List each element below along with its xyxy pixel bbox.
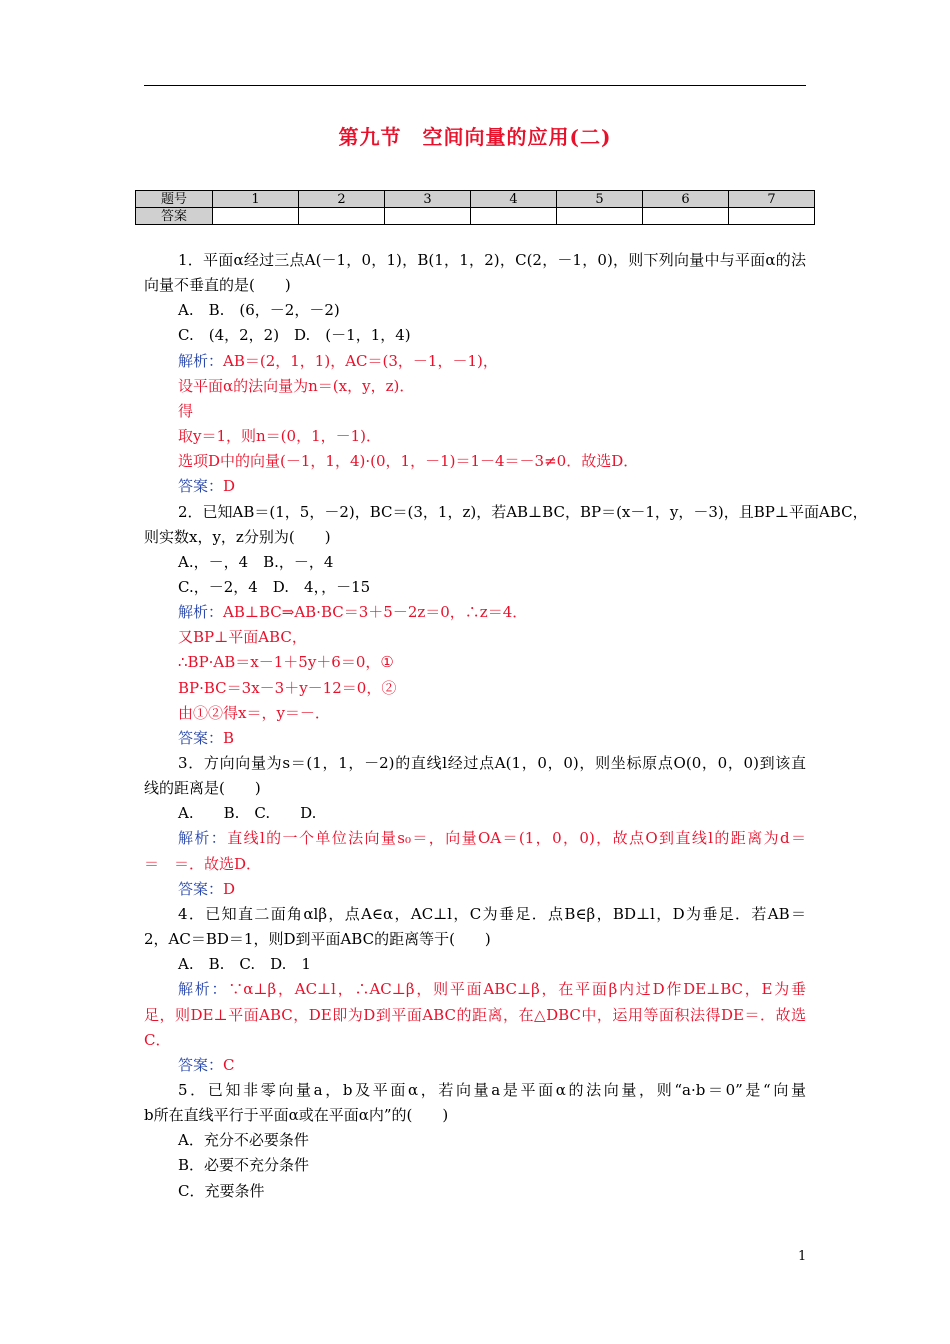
answer-cell [213, 208, 299, 225]
text-line: 则实数x，y，z分别为( ) [144, 527, 331, 546]
line-text: B [223, 728, 235, 747]
text-line [144, 877, 806, 902]
line-label: 解析： [178, 829, 228, 848]
text-line [144, 600, 806, 625]
line-label: 答案： [178, 477, 224, 496]
text-line: 设平面α的法向量为n＝(x，y，z)． [178, 376, 415, 395]
question-number: 2 [299, 191, 385, 208]
answer-cell [471, 208, 557, 225]
line-label: 答案： [178, 728, 224, 747]
question-number: 3 [385, 191, 471, 208]
page-number: 1 [798, 1249, 807, 1264]
table-row [136, 191, 815, 208]
text-line [144, 1053, 806, 1078]
text-line: A. B. C. D. [178, 804, 317, 823]
text-line [144, 726, 806, 751]
text-line: 线的距离是( ) [144, 779, 261, 798]
answer-cell [643, 208, 729, 225]
text-line: A. B. (6，－2，－2) [178, 301, 340, 320]
text-line: C. (4，2，2) D. (－1，1，4) [178, 326, 411, 345]
header-rule [144, 85, 806, 86]
line-label: 解析： [178, 980, 229, 999]
text-line: 2，AC＝BD＝1，则D到平面ABC的距离等于( ) [144, 930, 491, 949]
line-text: C [223, 1055, 235, 1074]
text-line: 5．已知非零向量a，b及平面α，若向量a是平面α的法向量，则“a·b＝0”是“向量 [178, 1080, 806, 1099]
text-line [144, 977, 806, 1002]
line-text: AB⊥BC⇒AB·BC＝3＋5－2z＝0，∴z＝4． [223, 603, 528, 622]
text-line [144, 349, 806, 374]
line-text: AB＝(2，1，1)，AC＝(3，－1，－1)， [223, 351, 498, 370]
line-label: 解析： [178, 351, 224, 370]
text-line [144, 826, 806, 851]
text-line: b所在直线平行于平面α或在平面α内”的( ) [144, 1106, 449, 1125]
text-line: 由①②得x＝，y＝－． [178, 703, 330, 722]
question-number: 7 [729, 191, 815, 208]
text-line: ＝ ＝．故选D． [144, 854, 262, 873]
text-line: C．充要条件 [178, 1181, 265, 1200]
line-text: 直线l的一个单位法向量s₀＝，向量OA＝(1，0，0)，故点O到直线l的距离为d＝ [227, 829, 806, 848]
text-line: B．必要不充分条件 [178, 1156, 310, 1175]
text-line: 1．平面α经过三点A(－1，0，1)，B(1，1，2)，C(2，－1，0)，则下列向量中与平面α的法 [178, 251, 806, 269]
question-number: 6 [643, 191, 729, 208]
text-line: 得 [178, 401, 194, 420]
answer-cell [557, 208, 643, 225]
line-text: D [223, 477, 236, 496]
text-line: C． [144, 1030, 171, 1049]
text-line: 向量不垂直的是( ) [144, 276, 291, 295]
question-number: 4 [471, 191, 557, 208]
question-number: 5 [557, 191, 643, 208]
page-title: 第九节 空间向量的应用(二) [338, 125, 612, 149]
answer-cell [385, 208, 471, 225]
text-line: C.，－2，4 D. 4，，－15 [178, 577, 371, 596]
text-line: 取y＝1，则n＝(0，1，－1)． [178, 427, 382, 446]
text-line: A.，－，4 B.，－，4 [178, 552, 334, 571]
text-line: 选项D中的向量(－1，1，4)·(0，1，－1)＝1－4＝－3≠0．故选D． [178, 452, 639, 471]
answer-header: 答案 [136, 208, 213, 225]
question-number-header: 题号 [136, 191, 213, 208]
text-line: A．充分不必要条件 [178, 1131, 309, 1150]
text-line: BP·BC＝3x－3＋y－12＝0，② [178, 678, 397, 697]
question-number: 1 [213, 191, 299, 208]
line-text: ∵α⊥β，AC⊥l，∴AC⊥β，则平面ABC⊥β，在平面β内过D作DE⊥BC，E为垂 [228, 980, 806, 999]
line-text: D [223, 879, 236, 898]
line-label: 答案： [178, 879, 224, 898]
text-line: 2．已知AB＝(1，5，－2)，BC＝(3，1，z)，若AB⊥BC，BP＝(x－1，y，－3)，且BP⊥平面ABC， [178, 502, 868, 521]
answer-cell [299, 208, 385, 225]
line-label: 答案： [178, 1055, 224, 1074]
text-line: 又BP⊥平面ABC， [178, 628, 307, 647]
text-line: 4．已知直二面角αlβ，点A∈α，AC⊥l，C为垂足．点B∈β，BD⊥l，D为垂足．若AB＝ [178, 904, 806, 923]
answer-cell [729, 208, 815, 225]
table-row [136, 208, 815, 225]
answer-table [135, 190, 815, 225]
text-line: A. B. C. D. 1 [178, 955, 311, 974]
text-line: ∴BP·AB＝x－1＋5y＋6＝0，① [178, 653, 394, 672]
line-label: 解析： [178, 603, 224, 622]
text-line [144, 474, 806, 499]
text-line: 3．方向向量为s＝(1，1，－2)的直线l经过点A(1，0，0)，则坐标原点O(0，0，0)到该直 [178, 754, 806, 772]
text-line: 足，则DE⊥平面ABC，DE即为D到平面ABC的距离，在△DBC中，运用等面积法得DE＝．故选 [144, 1005, 806, 1024]
